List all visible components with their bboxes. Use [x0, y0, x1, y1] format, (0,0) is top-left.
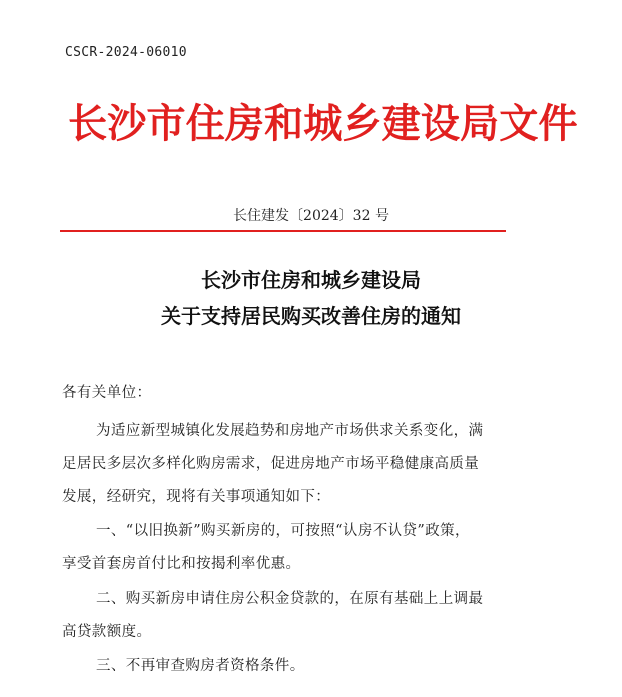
- item-2-line-1: 二、购买新房申请住房公积金贷款的，在原有基础上上调最: [96, 591, 484, 607]
- document-title-line-1: 长沙市住房和城乡建设局: [201, 268, 421, 292]
- intro-line-3: 发展，经研究，现将有关事项通知如下：: [62, 489, 331, 505]
- intro-line-2: 足居民多层次多样化购房需求，促进房地产市场平稳健康高质量: [62, 456, 480, 472]
- salutation: 各有关单位：: [62, 385, 152, 401]
- item-2-line-2: 高贷款额度。: [62, 624, 152, 640]
- document-number: 长住建发〔2024〕32 号: [233, 208, 389, 224]
- red-divider: [60, 230, 506, 232]
- document-masthead: 长沙市住房和城乡建设局文件: [68, 100, 578, 147]
- item-1-line-1: 一、“以旧换新”购买新房的，可按照“认房不认贷”政策，: [96, 523, 470, 539]
- item-1-line-2: 享受首套房首付比和按揭利率优惠。: [62, 556, 301, 572]
- item-3-line-1: 三、不再审查购房者资格条件。: [96, 658, 305, 674]
- document-title-line-2: 关于支持居民购买改善住房的通知: [161, 304, 461, 328]
- document-code: CSCR-2024-06010: [65, 45, 187, 60]
- intro-line-1: 为适应新型城镇化发展趋势和房地产市场供求关系变化，满: [96, 423, 484, 439]
